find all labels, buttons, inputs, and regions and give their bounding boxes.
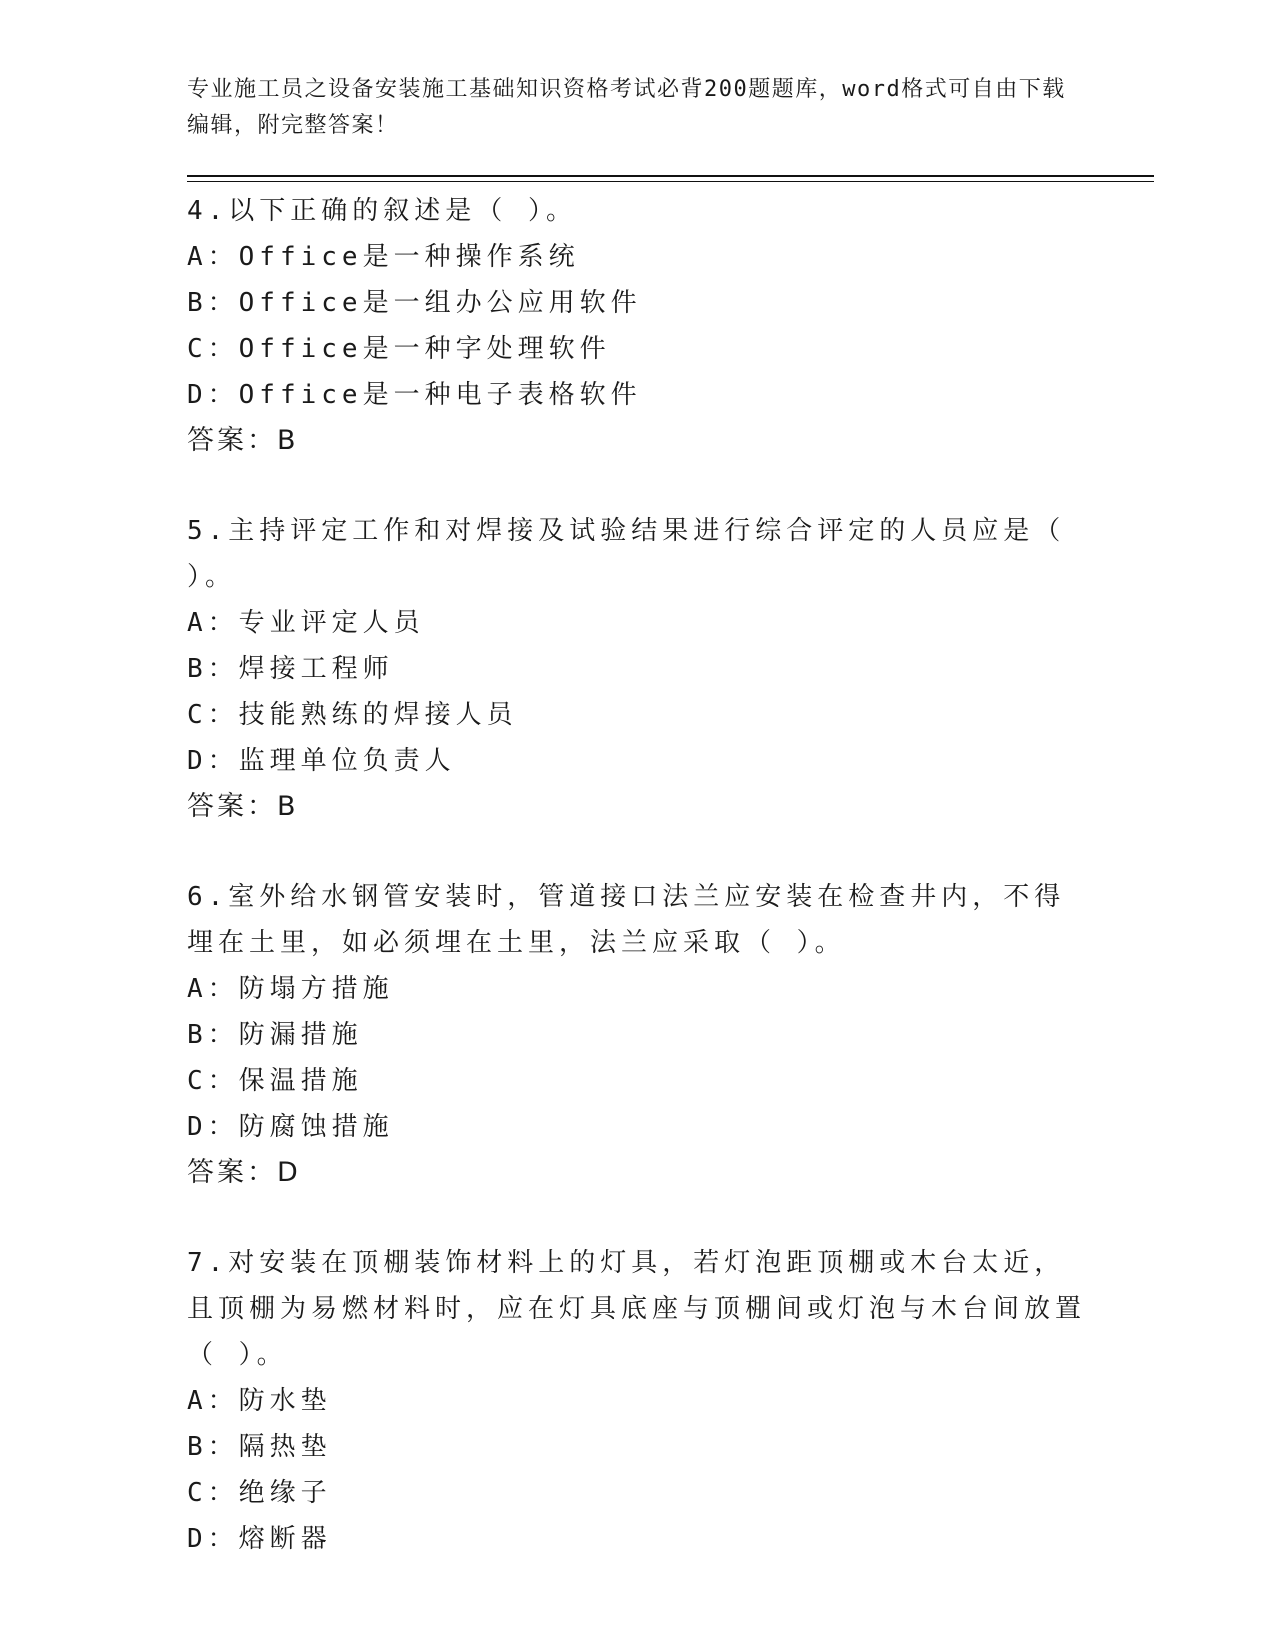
option-a: A：防水垫 (187, 1386, 332, 1416)
question-list (187, 188, 1087, 1562)
option-d: D：监理单位负责人 (187, 746, 456, 776)
question-4 (187, 188, 1087, 464)
option-c: C：技能熟练的焊接人员 (187, 700, 518, 730)
answer-line: 答案：B (187, 425, 299, 456)
question-stem: 5.主持评定工作和对焊接及试验结果进行综合评定的人员应是（ ）。 (187, 516, 1086, 592)
option-a: A：Office是一种操作系统 (187, 242, 580, 272)
option-a: A：专业评定人员 (187, 608, 425, 638)
question-5 (187, 508, 1087, 830)
question-stem: 7.对安装在顶棚装饰材料上的灯具，若灯泡距顶棚或木台太近，且顶棚为易燃材料时，应在灯具底座与顶棚间或灯泡与木台间放置（ ）。 (187, 1248, 1087, 1370)
answer-line: 答案：D (187, 1157, 301, 1188)
document-header: 专业施工员之设备安装施工基础知识资格考试必背200题题库，word格式可自由下载编辑，附完整答案！ (187, 77, 1066, 138)
option-c: C：保温措施 (187, 1066, 363, 1096)
answer-line: 答案：B (187, 791, 299, 822)
header-rule-thick (187, 175, 1154, 177)
option-b: B：Office是一组办公应用软件 (187, 288, 642, 318)
option-d: D：防腐蚀措施 (187, 1112, 394, 1142)
question-stem: 4.以下正确的叙述是（ ）。 (187, 196, 577, 226)
question-7 (187, 1240, 1087, 1562)
option-b: B：焊接工程师 (187, 654, 394, 684)
option-a: A：防塌方措施 (187, 974, 394, 1004)
option-d: D：Office是一种电子表格软件 (187, 380, 642, 410)
question-6 (187, 874, 1087, 1196)
option-c: C：绝缘子 (187, 1478, 332, 1508)
option-d: D：熔断器 (187, 1524, 332, 1554)
option-b: B：隔热垫 (187, 1432, 332, 1462)
question-stem: 6.室外给水钢管安装时，管道接口法兰应安装在检查井内，不得埋在土里，如必须埋在土里，法兰应采取（ ）。 (187, 882, 1066, 958)
option-b: B：防漏措施 (187, 1020, 363, 1050)
header-rule-thin (187, 181, 1154, 182)
option-c: C：Office是一种字处理软件 (187, 334, 611, 364)
